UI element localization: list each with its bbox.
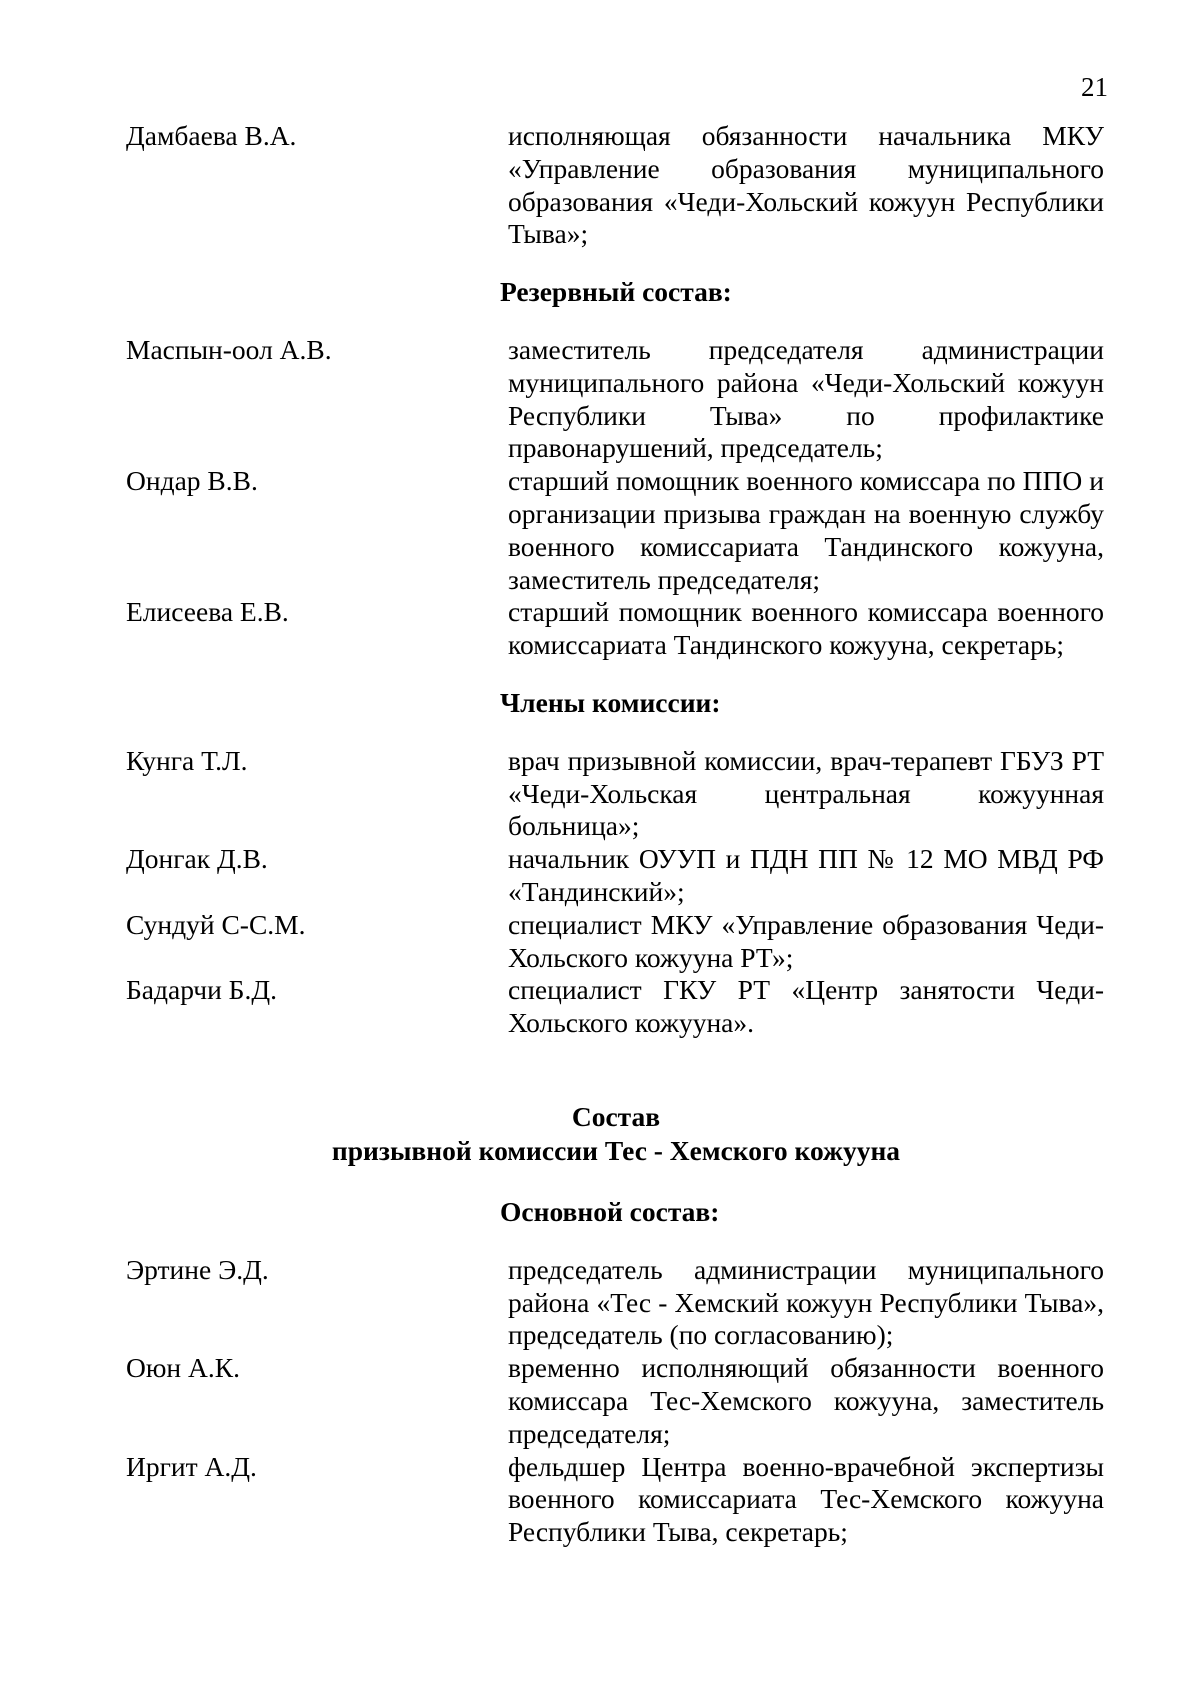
document-body <box>126 120 1106 1549</box>
member-position: председатель администрации муниципального района «Тес - Хемский кожуун Республики Тыва», председатель (по согласованию); <box>508 1253 1104 1351</box>
commission-entry <box>126 1254 1106 1352</box>
page-number: 21 <box>1081 72 1108 102</box>
member-position: старший помощник военного комиссара военного комиссариата Тандинского кожууна, секретарь; <box>508 596 1104 661</box>
member-name: Донгак Д.В. <box>126 843 268 875</box>
commission-entry <box>126 465 1106 596</box>
commission-entry <box>126 1451 1106 1549</box>
commission-entry <box>126 1352 1106 1450</box>
member-position: временно исполняющий обязанности военного комиссара Тес-Хемского кожууна, заместитель председателя; <box>508 1352 1104 1449</box>
member-name: Эртине Э.Д. <box>126 1253 269 1285</box>
commission-entry <box>126 120 1106 251</box>
section-title <box>126 1100 1106 1168</box>
main-composition-heading: Основной состав: <box>500 1195 720 1227</box>
member-position: врач призывной комиссии, врач-терапевт ГБУЗ РТ «Чеди-Хольская центральная кожуунная больница»; <box>508 744 1104 842</box>
commission-entry <box>126 974 1106 1040</box>
commission-entry <box>126 843 1106 909</box>
member-position: фельдшер Центра военно-врачебной экспертизы военного комиссариата Тес-Хемского кожууна Республики Тыва, секретарь; <box>508 1450 1104 1548</box>
member-name: Иргит А.Д. <box>126 1450 257 1482</box>
member-name: Маспын-оол А.В. <box>126 333 332 365</box>
commission-entry <box>126 745 1106 843</box>
member-position: специалист ГКУ РТ «Центр занятости Чеди-Хольского кожууна». <box>508 974 1104 1039</box>
member-name: Ондар В.В. <box>126 465 258 497</box>
member-name: Кунга Т.Л. <box>126 744 248 776</box>
commission-entry <box>126 596 1106 662</box>
reserve-heading: Резервный состав: <box>500 276 732 308</box>
member-name: Оюн А.К. <box>126 1352 240 1384</box>
member-name: Сундуй С-С.М. <box>126 908 306 940</box>
section-title-line1: Состав <box>571 1100 661 1132</box>
members-heading: Члены комиссии: <box>500 686 721 718</box>
commission-entry <box>126 909 1106 975</box>
member-position: исполняющая обязанности начальника МКУ «Управление образования муниципального образования «Чеди-Хольский кожуун Республики Тыва»; <box>508 120 1104 250</box>
member-position: заместитель председателя администрации муниципального района «Чеди-Хольский кожуун Республики Тыва» по профилактике правонарушений, председатель; <box>508 333 1104 464</box>
member-position: начальник ОУУП и ПДН ПП № 12 МО МВД РФ «Тандинский»; <box>508 843 1104 907</box>
member-position: старший помощник военного комиссара по ППО и организации призыва граждан на военную службу военного комиссариата Тандинского кожууна, заместитель председателя; <box>508 465 1104 595</box>
member-position: специалист МКУ «Управление образования Чеди-Хольского кожууна РТ»; <box>508 908 1104 973</box>
section-title-line2: призывной комиссии Тес - Хемского кожууна <box>331 1134 901 1166</box>
commission-entry <box>126 334 1106 465</box>
member-name: Елисеева Е.В. <box>126 596 289 628</box>
member-name: Бадарчи Б.Д. <box>126 974 277 1006</box>
member-name: Дамбаева В.А. <box>126 120 297 151</box>
